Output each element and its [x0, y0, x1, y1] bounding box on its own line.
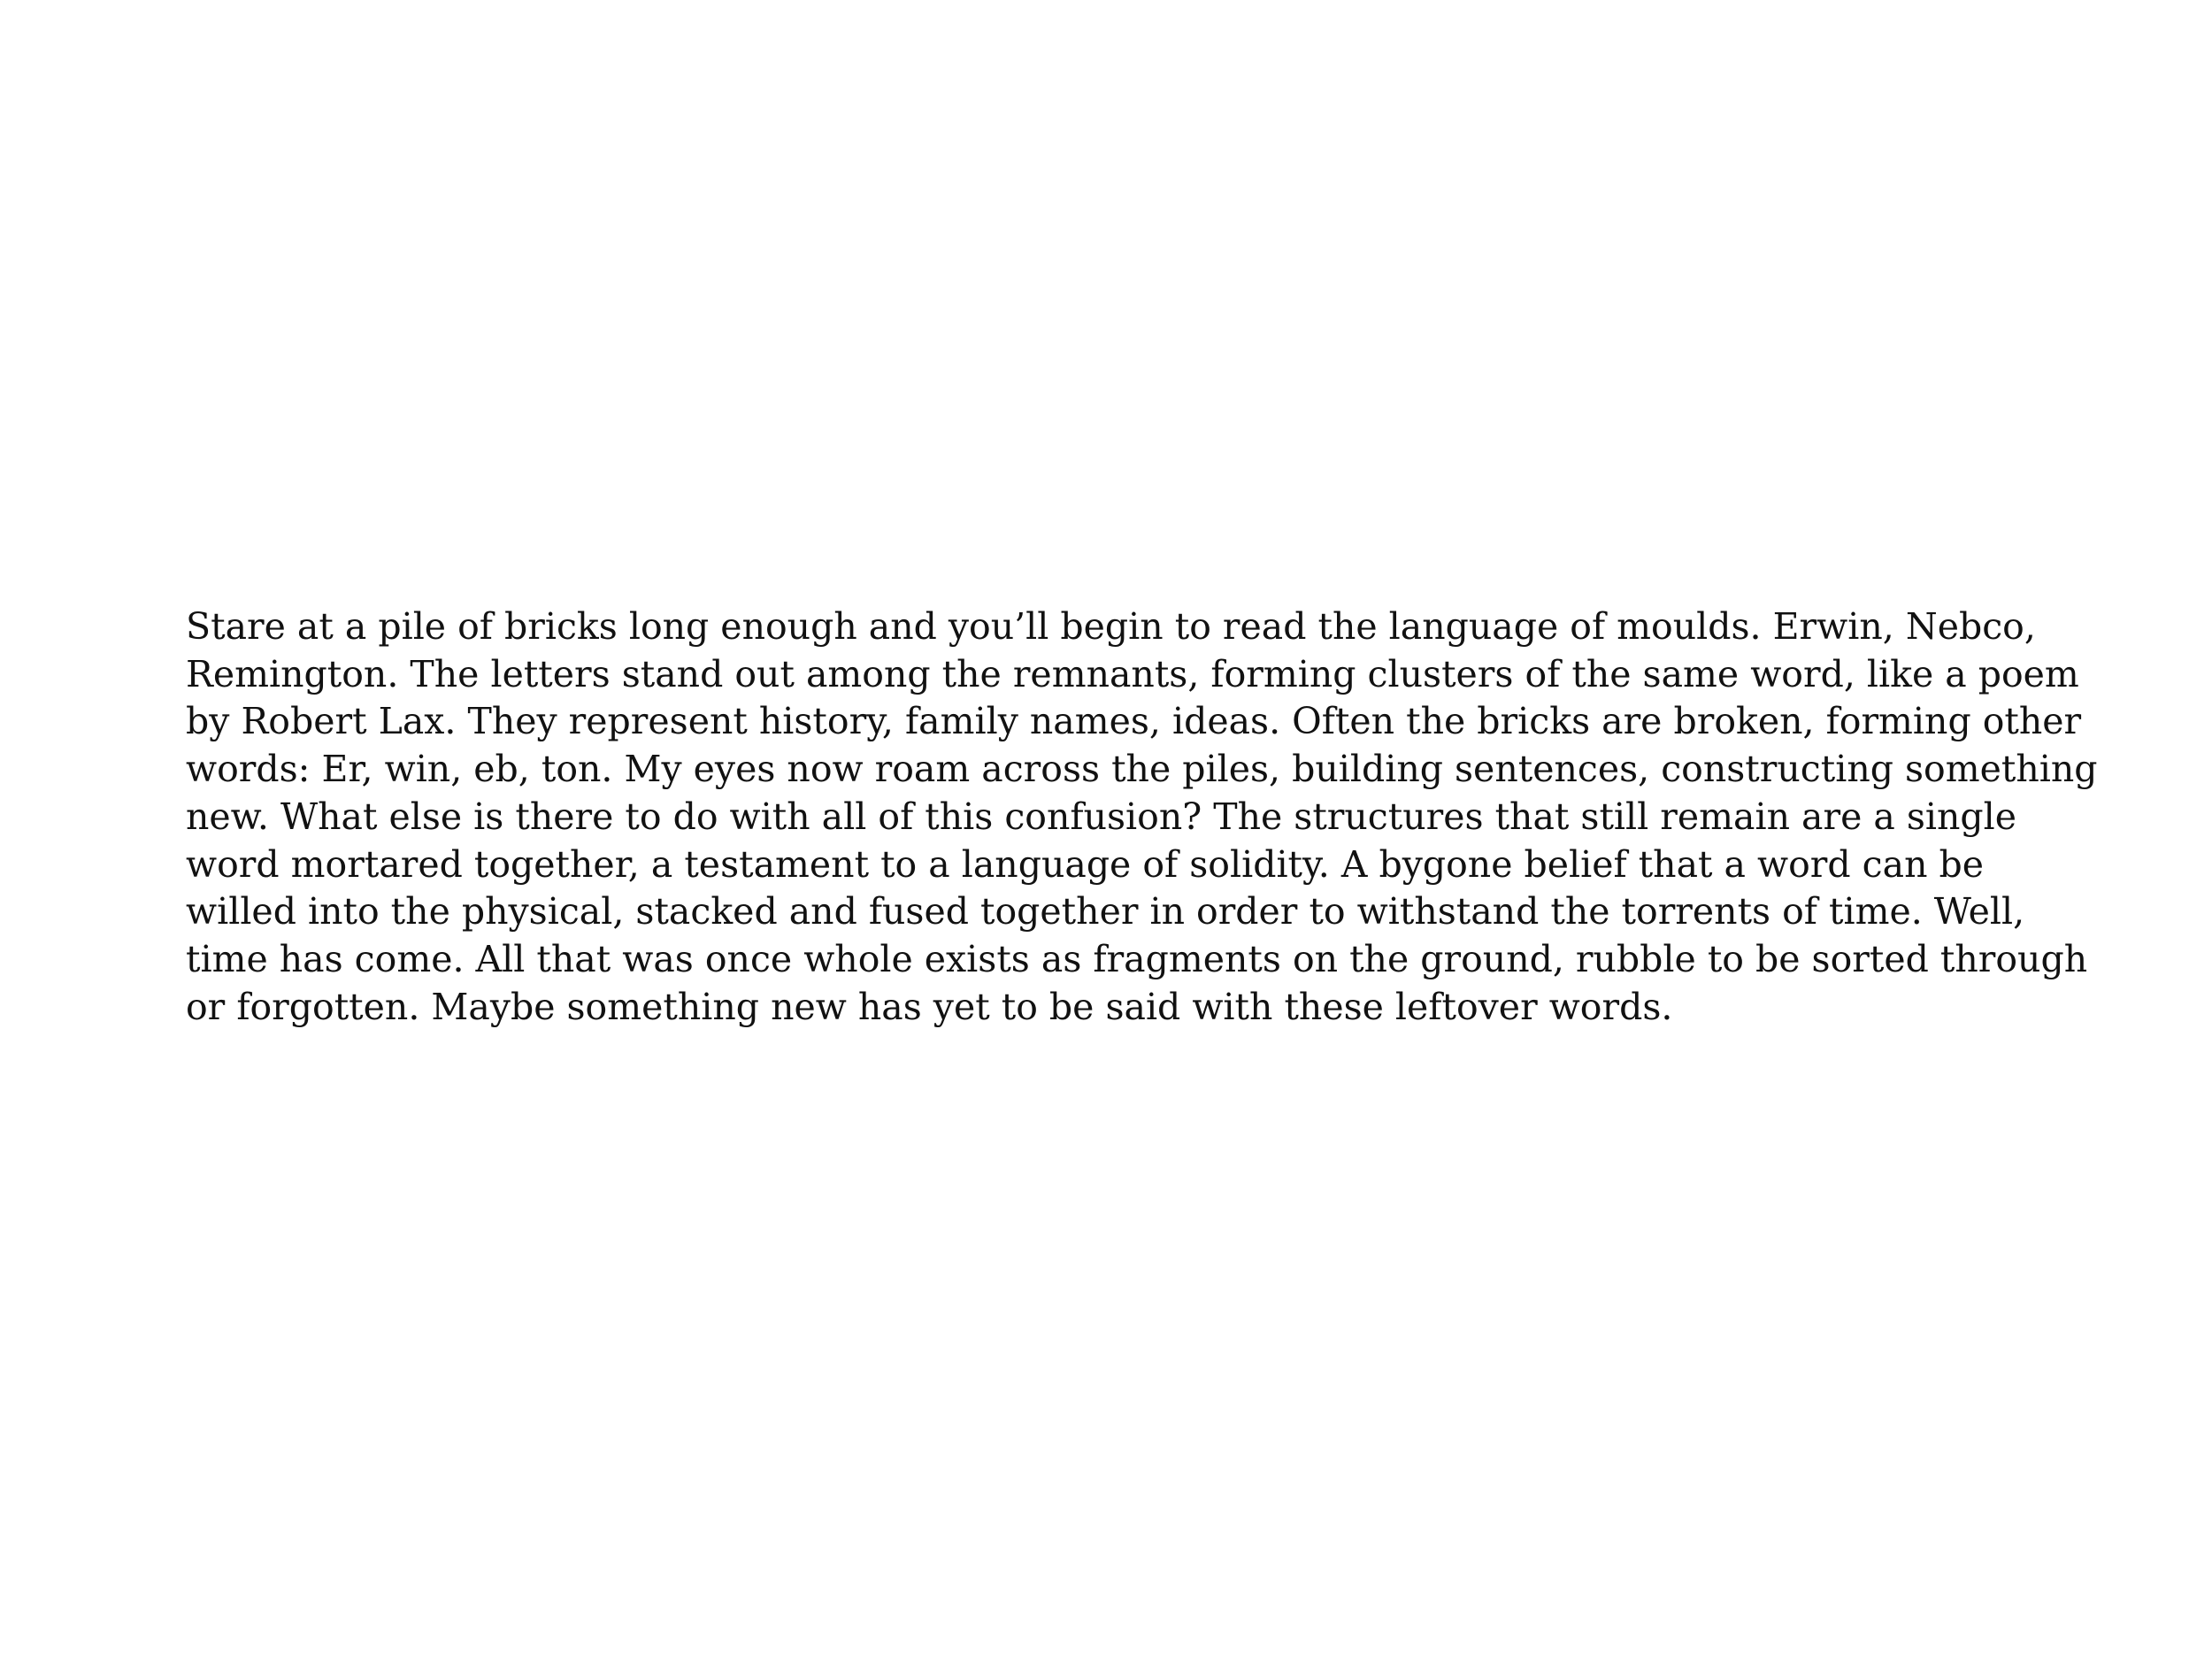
- paragraph-line: words: Er, win, eb, ton. My eyes now roam across the piles, building sentences, constructing something: [186, 748, 2098, 791]
- paragraph-line: time has come. All that was once whole exists as fragments on the ground, rubble to be sorted through: [186, 937, 2088, 980]
- paragraph-line: new. What else is there to do with all of this confusion? The structures that still remain are a single: [186, 795, 2017, 838]
- paragraph-line: Stare at a pile of bricks long enough and you’ll begin to read the language of moulds. Erwin, Nebco,: [186, 605, 2036, 648]
- paragraph-line: willed into the physical, stacked and fused together in order to withstand the torrents of time. Well,: [186, 890, 2025, 933]
- paragraph-line: word mortared together, a testament to a language of solidity. A bygone belief that a word can be: [186, 842, 1985, 886]
- paragraph-line: or forgotten. Maybe something new has yet to be said with these leftover words.: [186, 985, 1673, 1028]
- paragraph-line: by Robert Lax. They represent history, family names, ideas. Often the bricks are broken, forming other: [186, 700, 2082, 743]
- body-paragraph: [186, 603, 2098, 1031]
- paragraph-line: Remington. The letters stand out among the remnants, forming clusters of the same word, like a poem: [186, 652, 2079, 695]
